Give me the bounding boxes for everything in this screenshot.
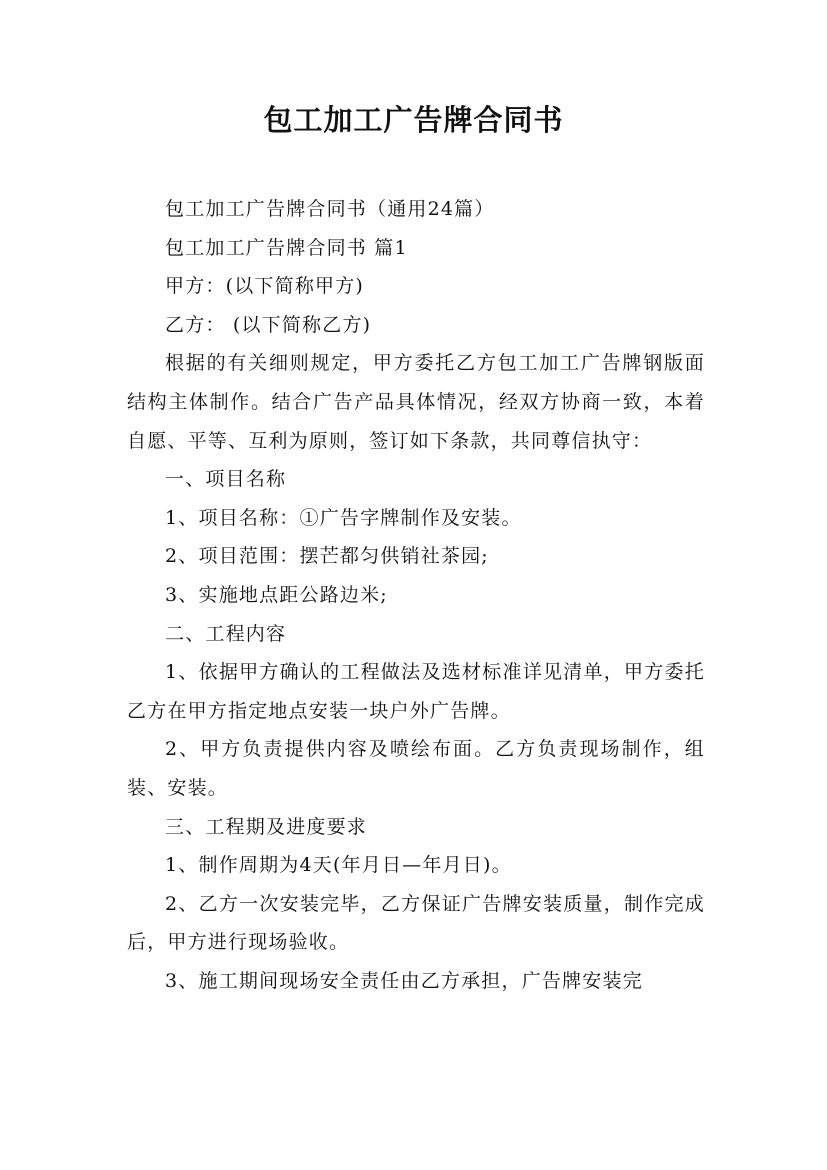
preamble-paragraph: 根据的有关细则规定，甲方委托乙方包工加工广告牌钢版面结构主体制作。结合广告产品具体情况，经双方协商一致，本着自愿、平等、互利为原则，签订如下条款，共同尊信执守： [127,352,705,452]
clause-paragraph: 2、甲方负责提供内容及喷绘布面。乙方负责现场制作，组装、安装。 [127,738,705,799]
clause-paragraph: 1、项目名称：①广告字牌制作及安装。 [165,506,522,529]
party-a-line: 甲方：(以下简称甲方) [165,275,365,298]
clause-paragraph: 1、依据甲方确认的工程做法及选材标准详见清单，甲方委托乙方在甲方指定地点安装一块户外广告牌。 [127,661,705,722]
clause-paragraph: 3、施工期间现场安全责任由乙方承担，广告牌安装完 [165,969,643,992]
section-heading-schedule: 三、工程期及进度要求 [165,815,368,838]
clause-paragraph: 1、制作周期为4天(年月日—年月日)。 [165,854,512,877]
section-heading-work-content: 二、工程内容 [165,622,287,645]
section-heading-project-name: 一、项目名称 [165,468,287,491]
section-heading-part-1: 包工加工广告牌合同书 篇1 [165,236,408,259]
subtitle-paragraph: 包工加工广告牌合同书（通用24篇） [165,198,495,220]
document-title: 包工加工广告牌合同书 [263,103,564,137]
party-b-line: 乙方： (以下简称乙方) [165,313,372,336]
clause-paragraph: 2、项目范围：摆芒都匀供销社茶园; [165,545,489,568]
clause-paragraph: 3、实施地点距公路边米; [165,583,388,606]
document-body [127,190,705,1000]
clause-paragraph: 2、乙方一次安装完毕，乙方保证广告牌安装质量，制作完成后，甲方进行现场验收。 [127,892,705,954]
